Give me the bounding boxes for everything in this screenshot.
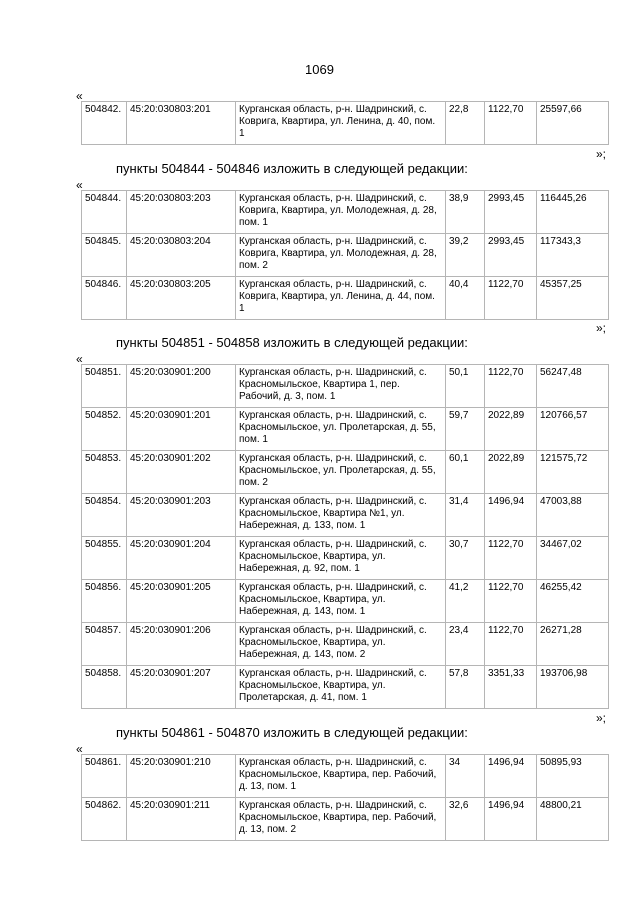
rate: 2022,89 [485,451,537,494]
area: 41,2 [446,580,485,623]
open-quote: « [76,742,83,756]
value: 117343,3 [537,234,609,277]
row-number: 504854. [82,494,127,537]
row-number: 504853. [82,451,127,494]
area: 23,4 [446,623,485,666]
value: 56247,48 [537,365,609,408]
row-number: 504852. [82,408,127,451]
rate: 1122,70 [485,277,537,320]
rate: 1122,70 [485,102,537,145]
rate: 1122,70 [485,365,537,408]
table-row [82,494,609,537]
address: Курганская область, р-н. Шадринский, с. Ковригa, Квартира, ул. Ленина, д. 40, пом. 1 [236,102,446,145]
value: 47003,88 [537,494,609,537]
value: 25597,66 [537,102,609,145]
section-heading: пункты 504851 - 504858 изложить в следующей редакции: [116,335,468,350]
close-quote: »; [596,321,607,335]
area: 32,6 [446,798,485,841]
open-quote: « [76,352,83,366]
row-number: 504858. [82,666,127,709]
row-number: 504851. [82,365,127,408]
cadastral-number: 45:20:030901:205 [127,580,236,623]
table-row [82,451,609,494]
row-number: 504842. [82,102,127,145]
cadastral-number: 45:20:030901:203 [127,494,236,537]
cadastral-number: 45:20:030901:202 [127,451,236,494]
address: Курганская область, р-н. Шадринский, с. Красномыльское, ул. Пролетарская, д. 55, пом. 2 [236,451,446,494]
table-row [82,580,609,623]
cadastral-number: 45:20:030901:200 [127,365,236,408]
row-number: 504856. [82,580,127,623]
value: 193706,98 [537,666,609,709]
address: Курганская область, р-н. Шадринский, с. Красномыльское, Квартира, ул. Пролетарская, д. 41, пом. 1 [236,666,446,709]
value: 46255,42 [537,580,609,623]
open-quote: « [76,178,83,192]
address: Курганская область, р-н. Шадринский, с. Красномыльское, Квартира 1, пер. Рабочий, д. 3, пом. 1 [236,365,446,408]
open-quote: « [76,89,83,103]
section-table-2 [81,364,609,709]
table-row [82,277,609,320]
rate: 1122,70 [485,580,537,623]
area: 40,4 [446,277,485,320]
value: 48800,21 [537,798,609,841]
cadastral-number: 45:20:030803:203 [127,191,236,234]
area: 59,7 [446,408,485,451]
area: 57,8 [446,666,485,709]
rate: 1496,94 [485,755,537,798]
table-row [82,102,609,145]
value: 116445,26 [537,191,609,234]
value: 26271,28 [537,623,609,666]
rate: 1496,94 [485,798,537,841]
table-row [82,623,609,666]
cadastral-number: 45:20:030901:210 [127,755,236,798]
area: 60,1 [446,451,485,494]
rate: 2022,89 [485,408,537,451]
value: 120766,57 [537,408,609,451]
section-table-0 [81,101,609,145]
area: 39,2 [446,234,485,277]
rate: 2993,45 [485,191,537,234]
rate: 1122,70 [485,537,537,580]
address: Курганская область, р-н. Шадринский, с. Коврига, Квартира, ул. Ленина, д. 44, пом. 1 [236,277,446,320]
area: 34 [446,755,485,798]
value: 45357,25 [537,277,609,320]
cadastral-number: 45:20:030803:205 [127,277,236,320]
area: 31,4 [446,494,485,537]
table-row [82,755,609,798]
value: 50895,93 [537,755,609,798]
rate: 1122,70 [485,623,537,666]
table-row [82,408,609,451]
value: 121575,72 [537,451,609,494]
area: 50,1 [446,365,485,408]
area: 22,8 [446,102,485,145]
address: Курганская область, р-н. Шадринский, с. Коврига, Квартира, ул. Молодежная, д. 28, пом. 1 [236,191,446,234]
cadastral-number: 45:20:030803:201 [127,102,236,145]
section-heading: пункты 504861 - 504870 изложить в следующей редакции: [116,725,468,740]
row-number: 504844. [82,191,127,234]
address: Курганская область, р-н. Шадринский, с. Коврига, Квартира, ул. Молодежная, д. 28, пом. 2 [236,234,446,277]
rate: 3351,33 [485,666,537,709]
row-number: 504861. [82,755,127,798]
rate: 1496,94 [485,494,537,537]
cadastral-number: 45:20:030901:201 [127,408,236,451]
section-table-3 [81,754,609,841]
rate: 2993,45 [485,234,537,277]
address: Курганская область, р-н. Шадринский, с. Красномыльское, Квартира, пер. Рабочий, д. 13, пом. 2 [236,798,446,841]
address: Курганская область, р-н. Шадринский, с. Красномыльское, Квартира №1, ул. Набережная, д. 133, пом. 1 [236,494,446,537]
address: Курганская область, р-н. Шадринский, с. Красномыльское, Квартира, пер. Рабочий, д. 13, пом. 1 [236,755,446,798]
address: Курганская область, р-н. Шадринский, с. Красномыльское, ул. Пролетарская, д. 55, пом. 1 [236,408,446,451]
address: Курганская область, р-н. Шадринский, с. Красномыльское, Квартира, ул. Набережная, д. 92, пом. 1 [236,537,446,580]
close-quote: »; [596,711,607,725]
row-number: 504846. [82,277,127,320]
page-number: 1069 [305,62,334,77]
row-number: 504857. [82,623,127,666]
cadastral-number: 45:20:030901:204 [127,537,236,580]
row-number: 504855. [82,537,127,580]
address: Курганская область, р-н. Шадринский, с. Красномыльское, Квартира, ул. Набережная, д. 143, пом. 2 [236,623,446,666]
address: Курганская область, р-н. Шадринский, с. Красномыльское, Квартира, ул. Набережная, д. 143, пом. 1 [236,580,446,623]
cadastral-number: 45:20:030901:211 [127,798,236,841]
table-row [82,234,609,277]
table-row [82,191,609,234]
area: 30,7 [446,537,485,580]
table-row [82,666,609,709]
table-row [82,365,609,408]
section-table-1 [81,190,609,320]
cadastral-number: 45:20:030901:207 [127,666,236,709]
section-heading: пункты 504844 - 504846 изложить в следующей редакции: [116,161,468,176]
row-number: 504845. [82,234,127,277]
cadastral-number: 45:20:030803:204 [127,234,236,277]
close-quote: »; [596,147,607,161]
row-number: 504862. [82,798,127,841]
value: 34467,02 [537,537,609,580]
area: 38,9 [446,191,485,234]
table-row [82,798,609,841]
cadastral-number: 45:20:030901:206 [127,623,236,666]
table-row [82,537,609,580]
